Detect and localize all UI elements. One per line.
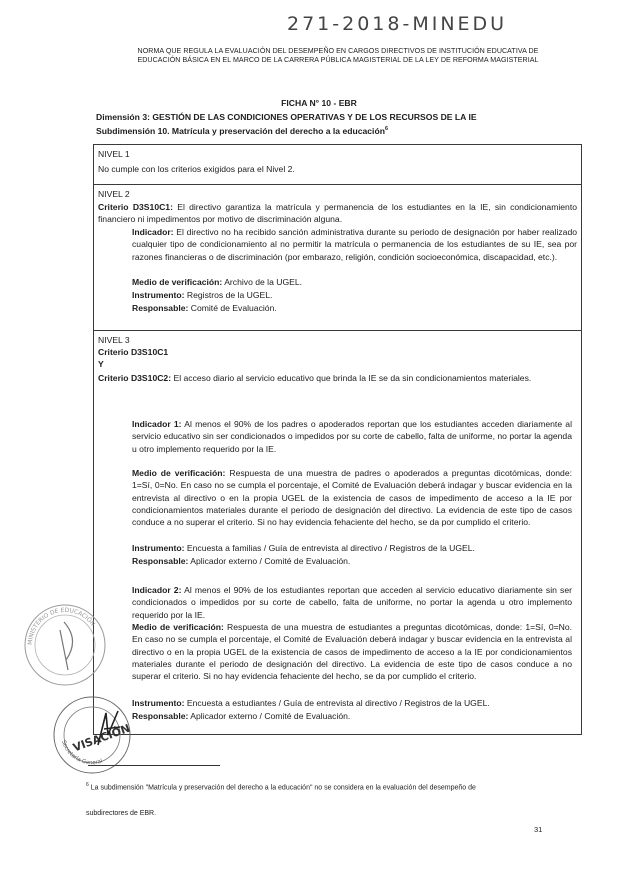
norma-header-line-1: NORMA QUE REGULA LA EVALUACIÓN DEL DESEMPEÑO EN CARGOS DIRECTIVOS DE INSTITUCIÓN EDUCATIVA DE bbox=[137, 47, 539, 55]
indicador-2-responsable-label: Responsable: bbox=[132, 711, 189, 721]
nivel-3-y: Y bbox=[98, 359, 104, 369]
nivel-1-box bbox=[93, 144, 582, 185]
indicador-2 bbox=[132, 584, 572, 621]
handwritten-signature bbox=[90, 705, 130, 755]
ficha-title: FICHA N° 10 - EBR bbox=[281, 98, 357, 108]
indicador-1-responsable bbox=[132, 555, 350, 567]
indicador-2-instrumento bbox=[132, 697, 490, 709]
footnote bbox=[86, 781, 596, 792]
norma-header bbox=[88, 47, 588, 65]
visacion-sub-text: Secretaría General bbox=[60, 739, 104, 767]
nivel-2-title: NIVEL 2 bbox=[98, 189, 130, 199]
indicador-2-medio-label: Medio de verificación: bbox=[132, 622, 224, 632]
indicador-1-responsable-text: Aplicador externo / Comité de Evaluación. bbox=[190, 556, 351, 566]
indicador-1-medio bbox=[132, 467, 572, 528]
indicador-2-text: Al menos el 90% de los estudiantes reportan que acceden al servicio educativo diariamente sin ser condicionados o impedidos por su corte de cabello, falta de uniforme, no portar la agenda u otro implemento requerido por la IE. bbox=[132, 585, 572, 620]
indicador-text: El directivo no ha recibido sanción administrativa durante su periodo de designación por haber realizado cualquier tipo de condicionamiento al no permitir la matrícula o permanencia de los estudiantes de su IE, sea por razones financieras o de discriminación (por embarazo, religión, condición socioeconómica, discapacidad, etc.). bbox=[132, 227, 578, 262]
footnote-line-2: subdirectores de EBR. bbox=[86, 810, 157, 817]
visacion-text: VISACIÓN bbox=[71, 721, 132, 755]
indicador-2-instrumento-label: Instrumento: bbox=[132, 698, 185, 708]
indicador-1-instrumento-text: Encuesta a familias / Guía de entrevista al directivo / Registros de la UGEL. bbox=[186, 543, 475, 553]
indicador-1-instrumento-label: Instrumento: bbox=[132, 543, 185, 553]
nivel-2-criterio bbox=[98, 201, 577, 226]
nivel-3-criterio-1: Criterio D3S10C1 bbox=[98, 347, 169, 357]
nivel-1-title: NIVEL 1 bbox=[98, 149, 130, 159]
criterio-text: El directivo garantiza la matrícula y permanencia de los estudiantes en la IE, sin condicionamiento financiero ni impedimentos por motivo de discriminación alguna. bbox=[98, 202, 577, 225]
page-number: 31 bbox=[534, 825, 543, 834]
indicador-1-responsable-label: Responsable: bbox=[132, 556, 189, 566]
nivel-1-text: No cumple con los criterios exigidos para el Nivel 2. bbox=[98, 164, 295, 174]
subdimension-heading bbox=[96, 123, 596, 137]
indicador-2-label: Indicador 2: bbox=[132, 585, 182, 595]
indicador-2-responsable-text: Aplicador externo / Comité de Evaluación. bbox=[190, 711, 351, 721]
responsable-label: Responsable: bbox=[132, 303, 189, 313]
reference-number-text: 271-2018-MINEDU bbox=[287, 13, 508, 35]
nivel-2-medio bbox=[132, 276, 302, 288]
norma-header-line-2: EDUCACIÓN BÁSICA EN EL MARCO DE LA CARRERA PÚBLICA MAGISTERIAL DE LA LEY DE REFORMA MAGISTERIAL bbox=[137, 56, 539, 65]
nivel-3-title: NIVEL 3 bbox=[98, 335, 130, 345]
subdimension-text: Subdimensión 10. Matrícula y preservación del derecho a la educación bbox=[96, 126, 385, 136]
footnote-reference: 6 bbox=[384, 126, 389, 132]
ministry-seal-stamp bbox=[20, 600, 110, 690]
nivel-3-criterio-2 bbox=[98, 372, 577, 384]
instrumento-text: Registros de la UGEL. bbox=[186, 290, 273, 300]
footnote-marker: 6 bbox=[86, 782, 89, 788]
indicador-2-medio-text: Respuesta de una muestra de estudiantes a preguntas dicotómicas, donde: 1=Sí, 0=No. En caso no se cumpla el porcentaje, el Comité de Evaluación deberá indagar y buscar evidencia en la entrevista al directivo o en la propia UGEL de la existencia de casos de impedimento de acceso a la IE por condicionamientos materiales durante el periodo de designación del directivo. La evidencia de este tipo de casos conduce a no superar el criterio. Si no hay evidencia fehaciente del hecho, se da por cumplido el criterio. bbox=[132, 622, 573, 682]
indicador-1-label: Indicador 1: bbox=[132, 419, 182, 429]
footnote-line-1: La subdimensión "Matrícula y preservación del derecho a la educación" no se considera en la evaluación del desempeño de bbox=[90, 784, 476, 792]
indicador-1-medio-label: Medio de verificación: bbox=[132, 468, 226, 478]
indicador-1-text: Al menos el 90% de los padres o apoderados reportan que los estudiantes acceden diariamente al servicio educativo sin ser condicionados o impedidos por su corte de cabello, falta de uniforme, no portar la agenda u otro implemento requerido por la IE. bbox=[132, 419, 572, 454]
dimension-heading: Dimensión 3: GESTIÓN DE LAS CONDICIONES OPERATIVAS Y DE LOS RECURSOS DE LA IE bbox=[96, 112, 477, 122]
nivel-2-instrumento bbox=[132, 289, 272, 301]
indicador-1 bbox=[132, 418, 572, 455]
criterio-2-text: El acceso diario al servicio educativo que brinda la IE se da sin condicionamientos materiales. bbox=[173, 373, 532, 383]
nivel-2-indicador bbox=[132, 226, 577, 263]
indicador-1-medio-text: Respuesta de una muestra de padres o apoderados a preguntas dicotómicas, donde: 1=Sí, 0=No. En caso no se cumpla el porcentaje, el Comité de Evaluación deberá indagar y buscar evidencia en la entrevista al directivo o en la propia UGEL de la existencia de casos de impedimento de acceso a la IE por condicionamientos materiales durante el periodo de designación del directivo. La evidencia de este tipo de casos conduce a no superar el criterio. Si no hay evidencia fehaciente del hecho, se da por cumplido el criterio. bbox=[132, 468, 572, 528]
medio-label: Medio de verificación: bbox=[132, 277, 223, 287]
indicador-2-instrumento-text: Encuesta a estudiantes / Guía de entrevista al directivo / Registros de la UGEL. bbox=[186, 698, 490, 708]
footnote-divider bbox=[88, 765, 220, 766]
seal-text: MINISTERIO DE EDUCACIÓN bbox=[26, 606, 97, 646]
indicador-label: Indicador: bbox=[132, 227, 174, 237]
instrumento-label: Instrumento: bbox=[132, 290, 185, 300]
responsable-text: Comité de Evaluación. bbox=[190, 303, 277, 313]
nivel-3-box bbox=[93, 330, 582, 735]
indicador-2-responsable bbox=[132, 710, 350, 722]
indicador-2-medio bbox=[132, 621, 572, 682]
criterio-2-label: Criterio D3S10C2: bbox=[98, 373, 172, 383]
criterio-label: Criterio D3S10C1: bbox=[98, 202, 173, 212]
nivel-2-responsable bbox=[132, 302, 277, 314]
handwritten-reference-number bbox=[287, 8, 557, 38]
indicador-1-instrumento bbox=[132, 542, 475, 554]
nivel-2-box bbox=[93, 184, 582, 331]
medio-text: Archivo de la UGEL. bbox=[224, 277, 303, 287]
